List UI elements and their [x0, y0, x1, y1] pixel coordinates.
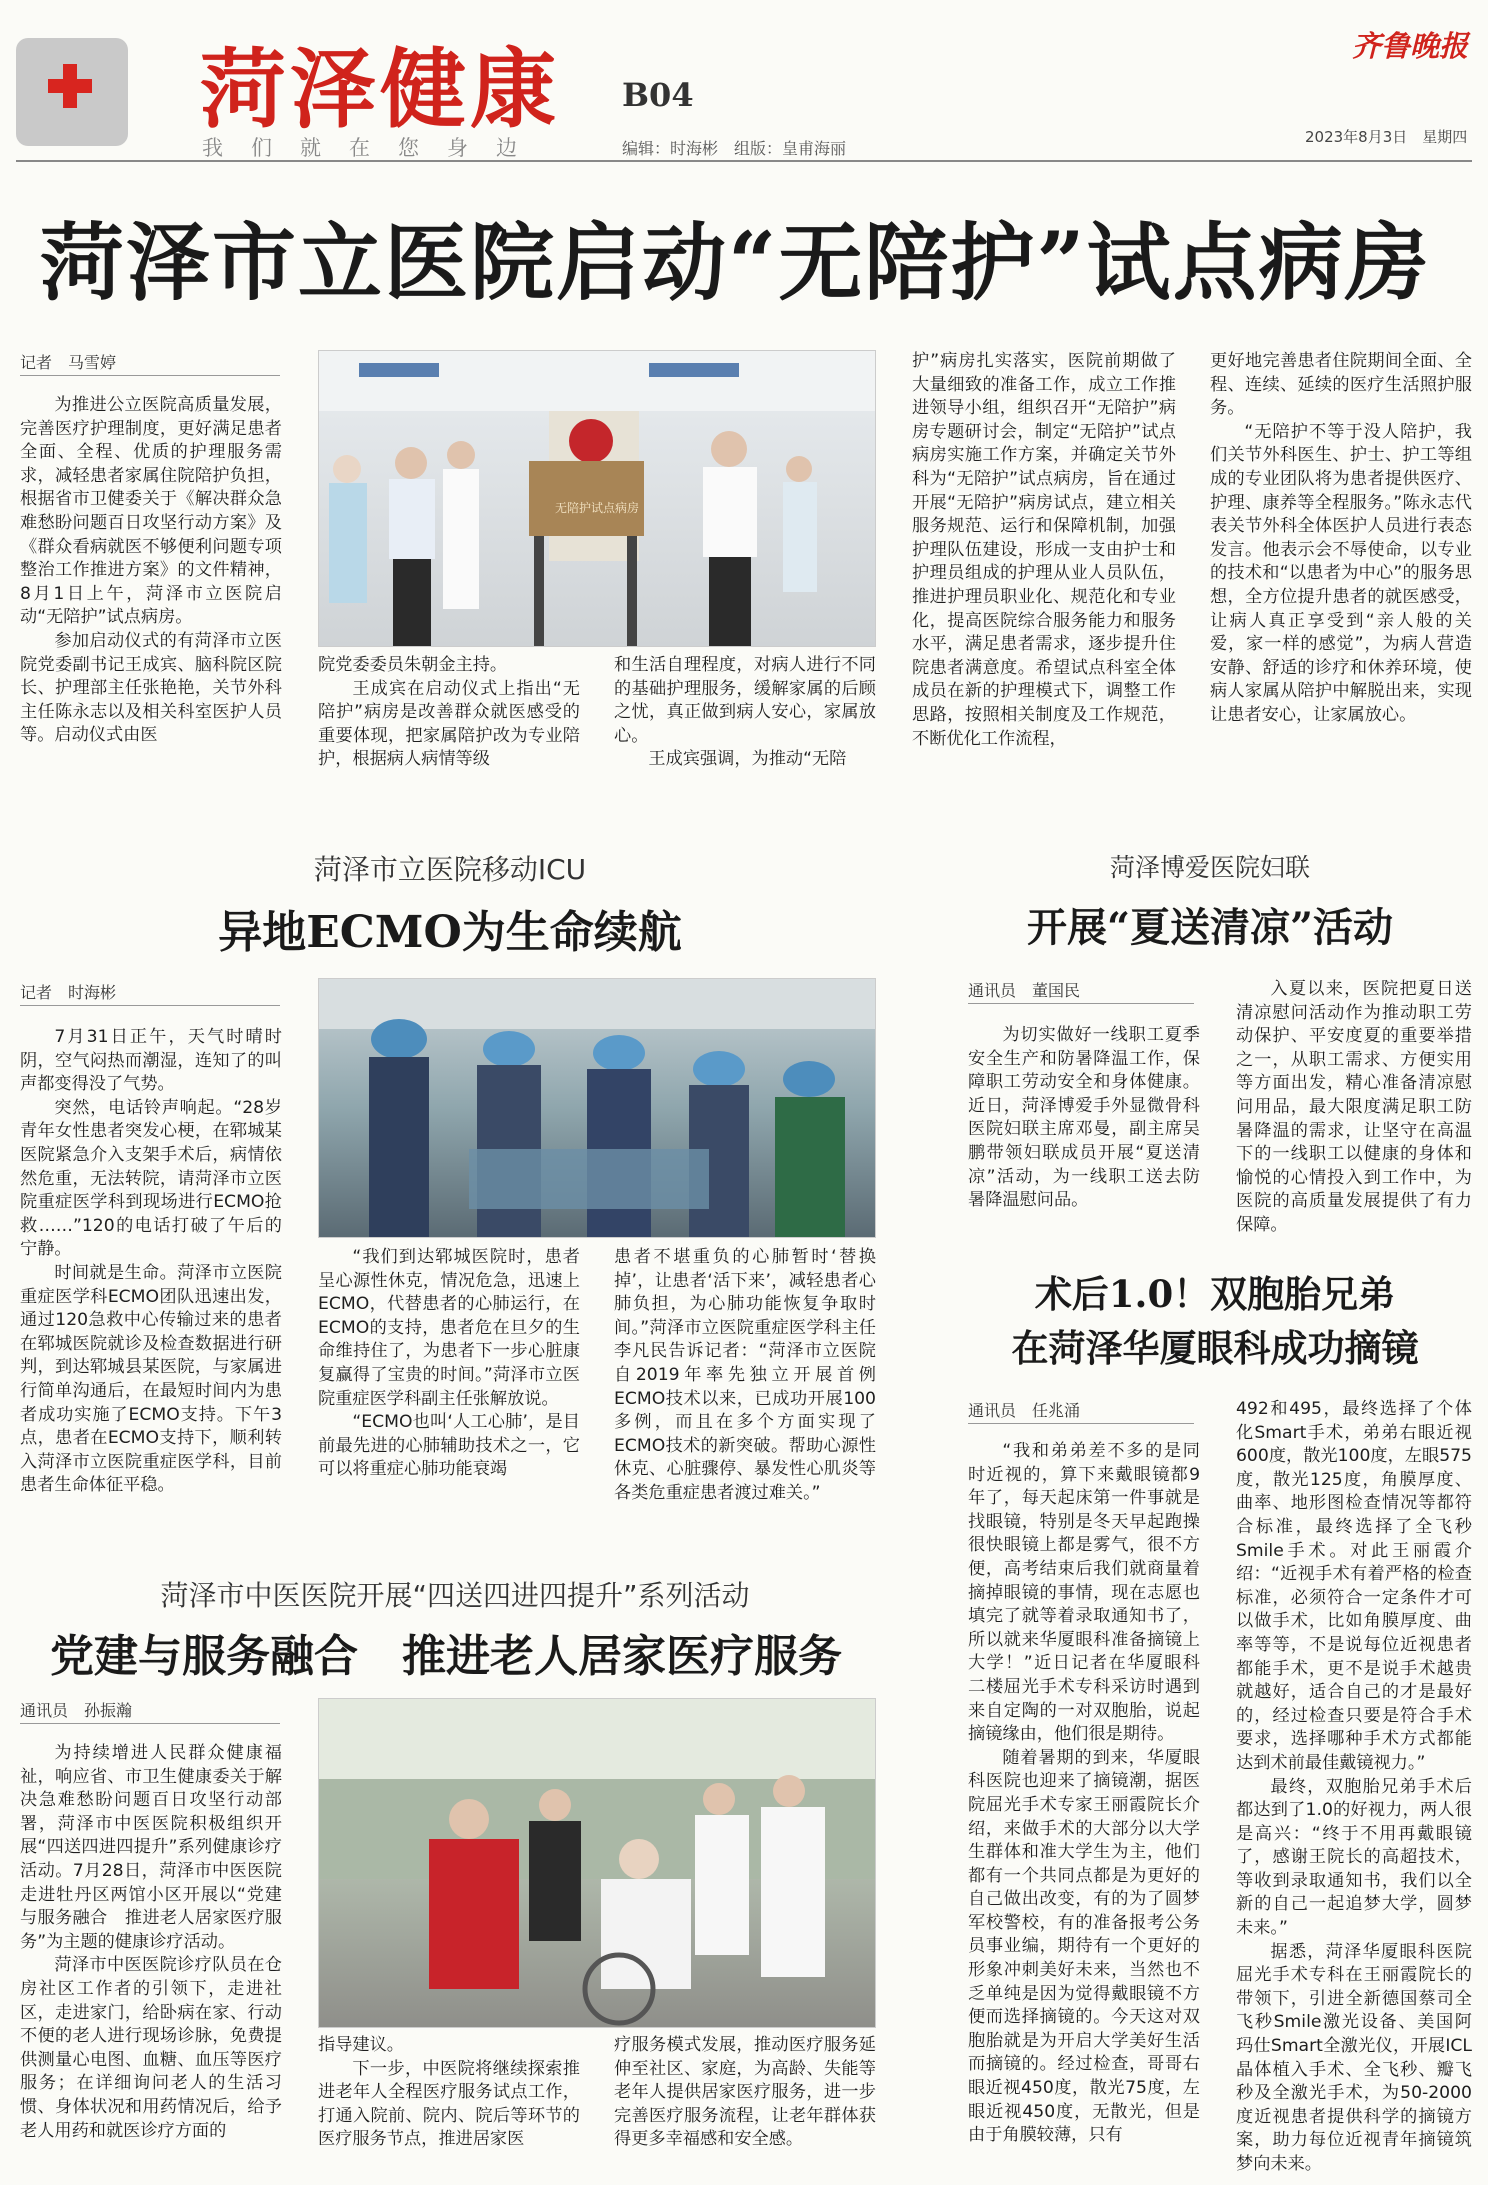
- lead-col4-para-1: 护”病房扎实落实，医院前期做了大量细致的准备工作，成立工作推进领导小组，组织召开“无陪护”病房专题研讨会，制定“无陪护”试点病房实施工作方案，并确定关节外科为“无陪护”试点病房，旨在通过开展“无陪护”病房试点，建立相关服务规范、运行和保障机制，加强护理队伍建设，形成一支由护士和护理员组成的护理从业人员队伍，推进护理员职业化、规范化和专业化，提高医院综合服务能力和服务水平，满足患者需求，逐步提升住院患者满意度。希望试点科室全体成员在新的护理模式下，调整工作思路，按照相关制度及工作规范，不断优化工作流程，: [912, 351, 1176, 749]
- lead-column-2: [318, 654, 580, 772]
- lead-byline: 记者 马雪婷: [20, 350, 280, 376]
- ecmo-col1-para-1: 7月31日正午，天气时晴时阴，空气闷热而潮湿，连知了的叫声都变得没了气势。: [20, 1027, 282, 1095]
- tcm-photo: [318, 1698, 876, 2028]
- lead-column-4: [912, 350, 1176, 751]
- ecmo-photo: [318, 978, 876, 1238]
- lead-column-5: [1210, 350, 1472, 728]
- tcm-col3-para-1: 疗服务模式发展，推动医疗服务延伸至社区、家庭，为高龄、失能等老年人提供居家医疗服务，进一步完善医疗服务流程，让老年群体获得更多幸福感和安全感。: [614, 2035, 876, 2150]
- ecmo-col1-para-2: 突然，电话铃声响起。“28岁青年女性患者突发心梗，在郓城某医院紧急介入支架手术后，病情依然危重，无法转院，请菏泽市立医院重症医学科到现场进行ECMO抢救……”120的电话打破了午后的宁静。: [20, 1097, 282, 1260]
- lead-col2-para-1: 院党委委员朱朝金主持。: [318, 655, 508, 675]
- publication-date: 2023年8月3日 星期四: [1305, 128, 1468, 146]
- twins-col2-para-3: 据悉，菏泽华厦眼科医院屈光手术专科在王丽霞院长的带领下，引进全新德国蔡司全飞秒Smile激光设备、美国阿玛仕Smart全激光仪，开展ICL晶体植入手术、全飞秒、瓣飞秒及全激光手术，为50-2000度近视患者提供科学的摘镜方案，助力每位近视青年摘镜筑梦向未来。: [1236, 1941, 1472, 2174]
- icu-team-photo-illustration: [319, 979, 875, 1237]
- header-rule: [16, 160, 1472, 162]
- twins-col1-para-2: 随着暑期的到来，华厦眼科医院也迎来了摘镜潮，据医院屈光手术专家王丽霞院长介绍，来做手术的大部分以大学生群体和准大学生为主，他们都有一个共同点都是为更好的自己做出改变，有的为了圆梦军校警校，有的准备报考公务员事业编，期待有一个更好的形象冲刺美好未来，当然也不乏单纯是因为觉得戴眼镜不方便而选择摘镜的。今天这对双胞胎就是为开启大学美好生活而摘镜的。经过检查，哥哥右眼近视450度，散光75度，左眼近视450度，无散光，但是由于角膜较薄，只有: [968, 1747, 1200, 2146]
- lead-col3-para-1: 和生活自理程度，对病人进行不同的基础护理服务，缓解家属的后顾之忧，真正做到病人安心，家属放心。: [614, 655, 876, 746]
- lead-column-3: [614, 654, 876, 772]
- ecmo-column-3: [614, 1246, 876, 1506]
- twins-col2-para-1: 492和495，最终选择了个体化Smart手术，弟弟右眼近视600度，散光100度，左眼575度，散光125度，角膜厚度、曲率、地形图检查情况等都符合标准，最终选择了全飞秒Smile手术。对此王丽霞介绍：“近视手术有着严格的检查标准，必须符合一定条件才可以做手术，比如角膜厚度、曲率等等，不是说每位近视患者都能手术，更不是说手术越贵就越好，适合自己的才是最好的，经过检查只要是符合手术要求，选择哪种手术方式都能达到术前最佳戴镜视力。”: [1236, 1399, 1472, 1773]
- ecmo-col1-para-3: 时间就是生命。菏泽市立医院重症医学科ECMO团队迅速出发，通过120急救中心传输过来的患者在郓城医院就诊及检查数据进行研判，到达郓城县某医院，与家属进行简单沟通后，在最短时间内为患者成功实施了ECMO支持。下午3点，患者在ECMO支持下，顺利转入菏泽市立医院重症医学科，目前患者生命体征平稳。: [20, 1262, 282, 1496]
- section-title: 菏泽健康: [200, 39, 560, 140]
- lead-col5-para-2: “无陪护不等于没人陪护，我们关节外科医生、护士、护工等组成的专业团队将为患者提供医疗、护理、康养等全程服务。”陈永志代表关节外科全体医护人员进行表态发言。他表示会不辱使命，以专业的技术和“以患者为中心”的服务思想，全方位提升患者的就医感受，让病人真正享受到“亲人般的关爱，家一样的感觉”，为病人营造安静、舒适的诊疗和休养环境，使病人家属从陪护中解脱出来，实现让患者安心，让家属放心。: [1210, 421, 1472, 725]
- ecmo-column-2: [318, 1246, 580, 1482]
- tcm-col2-para-1: 指导建议。: [318, 2035, 404, 2055]
- home-visit-photo-illustration: [319, 1699, 875, 2027]
- lead-col3-para-2: 王成宾强调，为推动“无陪: [648, 749, 847, 770]
- lead-col2-para-2: 王成宾在启动仪式上指出“无陪护”病房是改善群众就医感受的重要体现，把家属陪护改为专业陪护，根据病人病情等级: [318, 678, 580, 770]
- ecmo-col2-para-1: “我们到达郓城医院时，患者呈心源性休克，情况危急，迅速上ECMO，代替患者的心肺运行，在ECMO的支持，患者危在旦夕的生命维持住了，为患者下一步心脏康复赢得了宝贵的时间。”菏泽市立医院重症医学科副主任张解放说。: [318, 1247, 580, 1409]
- ecmo-column-1: [20, 1026, 282, 1498]
- lead-col1-para-2: 参加启动仪式的有菏泽市立医院党委副书记王成宾、脑科院区院长、护理部主任张艳艳，关节外科主任陈永志以及相关科室医护人员等。启动仪式由医: [20, 630, 282, 746]
- ecmo-byline: 记者 时海彬: [20, 980, 280, 1006]
- tcm-col1-para-1: 为持续增进人民群众健康福祉，响应省、市卫生健康委关于解决急难愁盼问题百日攻坚行动部署，菏泽市中医医院积极组织开展“四送四进四提升”系列健康诊疗活动。7月28日，菏泽市中医医院走进牡丹区两馆小区开展以“党建与服务融合 推进老人居家医疗服务”为主题的健康诊疗活动。: [20, 1743, 282, 1952]
- red-cross-icon: [48, 64, 92, 108]
- newspaper-brand: 齐鲁晚报: [1352, 29, 1469, 63]
- tcm-kicker: 菏泽市中医医院开展“四送四进四提升”系列活动: [160, 1579, 750, 1612]
- tcm-column-1: [20, 1742, 282, 2143]
- boai-col2-para-1: 入夏以来，医院把夏日送清凉慰问活动作为推动职工劳动保护、平安度夏的重要举措之一，从职工需求、方便实用等方面出发，精心准备清凉慰问用品，最大限度满足职工防暑降温的需求，让坚守在高温下的一线职工以健康的身体和愉悦的心情投入到工作中，为医院的高质量发展提供了有力保障。: [1236, 979, 1472, 1235]
- ecmo-col2-para-2: “ECMO也叫‘人工心肺’，是目前最先进的心肺辅助技术之一，它可以将重症心肺功能衰竭: [318, 1412, 580, 1480]
- twins-col1-para-1: “我和弟弟差不多的是同时近视的，算下来戴眼镜都9年了，每天起床第一件事就是找眼镜，特别是冬天早起跑操很快眼镜上都是雾气，很不方便，高考结束后我们就商量着摘掉眼镜的事情，现在志愿也填完了就等着录取通知书了，所以就来华厦眼科准备摘镜上大学！”近日记者在华厦眼科二楼屈光手术专科采访时遇到来自定陶的一对双胞胎，说起摘镜缘由，他们很是期待。: [968, 1441, 1200, 1745]
- lead-photo: [318, 350, 876, 647]
- lead-col1-para-1: 为推进公立医院高质量发展，完善医疗护理制度，更好满足患者全面、全程、优质的护理服务需求，减轻患者家属住院陪护负担，根据省市卫健委关于《解决群众急难愁盼问题百日攻坚行动方案》及《群众看病就医不够便利问题专项整治工作推进方案》的文件精神，8月1日上午，菏泽市立医院启动“无陪护”试点病房。: [20, 395, 282, 628]
- tcm-title: 党建与服务融合 推进老人居家医疗服务: [50, 1631, 842, 1682]
- section-slogan: 我们就在您身边: [202, 136, 545, 160]
- ecmo-title: 异地ECMO为生命续航: [218, 907, 682, 958]
- boai-column-1: [968, 1024, 1200, 1213]
- ecmo-kicker: 菏泽市立医院移动ICU: [313, 853, 587, 886]
- boai-title: 开展“夏送清凉”活动: [1026, 904, 1393, 951]
- boai-byline: 通讯员 董国民: [968, 978, 1194, 1004]
- boai-column-2: [1236, 978, 1472, 1238]
- twins-col2-para-2: 最终，双胞胎兄弟手术后都达到了1.0的好视力，两人很是高兴：“终于不用再戴眼镜了，感谢王院长的高超技术，等收到录取通知书，我们以全新的自己一起追梦大学，圆梦未来。”: [1236, 1776, 1472, 1939]
- lead-headline: 菏泽市立医院启动“无陪护”试点病房: [40, 213, 1431, 312]
- lead-column-1: [20, 394, 282, 748]
- tcm-byline: 通讯员 孙振瀚: [20, 1698, 280, 1724]
- page-code: B04: [622, 76, 694, 114]
- tcm-col1-para-2: 菏泽市中医医院诊疗队员在仓房社区工作者的引领下，走进社区，走进家门，给卧病在家、行动不便的老人进行现场诊脉，免费提供测量心电图、血糖、血压等医疗服务；在详细询问老人的生活习惯、身体状况和用药情况后，给予老人用药和就医诊疗方面的: [20, 1955, 282, 2141]
- lead-col5-para-1: 更好地完善患者住院期间全面、全程、连续、延续的医疗生活照护服务。: [1210, 351, 1472, 419]
- twins-column-1: [968, 1440, 1200, 2148]
- ecmo-col3-para-1: 患者不堪重负的心肺暂时‘替换掉’，让患者‘活下来’，减轻患者心肺负担，为心肺功能恢复争取时间。”菏泽市立医院重症医学科主任李凡民告诉记者：“菏泽市立医院自2019年率先独立开展首例ECMO技术以来，已成功开展100多例，而且在多个方面实现了ECMO技术的新突破。帮助心源性休克、心脏骤停、暴发性心肌炎等各类危重症患者渡过难关。”: [614, 1247, 876, 1503]
- ceremony-plaque-text: 无陪护试点病房: [554, 501, 639, 515]
- tcm-column-3: [614, 2034, 876, 2152]
- tcm-column-2: [318, 2034, 580, 2152]
- boai-kicker: 菏泽博爱医院妇联: [1109, 853, 1310, 882]
- editor-credits: 编辑：时海彬 组版：皇甫海丽: [622, 139, 847, 158]
- tcm-col2-para-2: 下一步，中医院将继续探索推进老年人全程医疗服务试点工作，打通入院前、院内、院后等环节的医疗服务节点，推进居家医: [318, 2058, 580, 2150]
- twins-byline: 通讯员 任兆涌: [968, 1398, 1194, 1424]
- twins-title-line-2: 在菏泽华厦眼科成功摘镜: [1011, 1326, 1419, 1370]
- twins-column-2: [1236, 1398, 1472, 2177]
- boai-col1-para-1: 为切实做好一线职工夏季安全生产和防暑降温工作，保障职工劳动安全和身体健康。近日，菏泽博爱手外显微骨科医院妇联主席邓曼，副主席吴鹏带领妇联成员开展“夏送清凉”活动，为一线职工送去防暑降温慰问品。: [968, 1025, 1200, 1211]
- twins-title-line-1: 术后1.0！双胞胎兄弟: [1034, 1272, 1396, 1316]
